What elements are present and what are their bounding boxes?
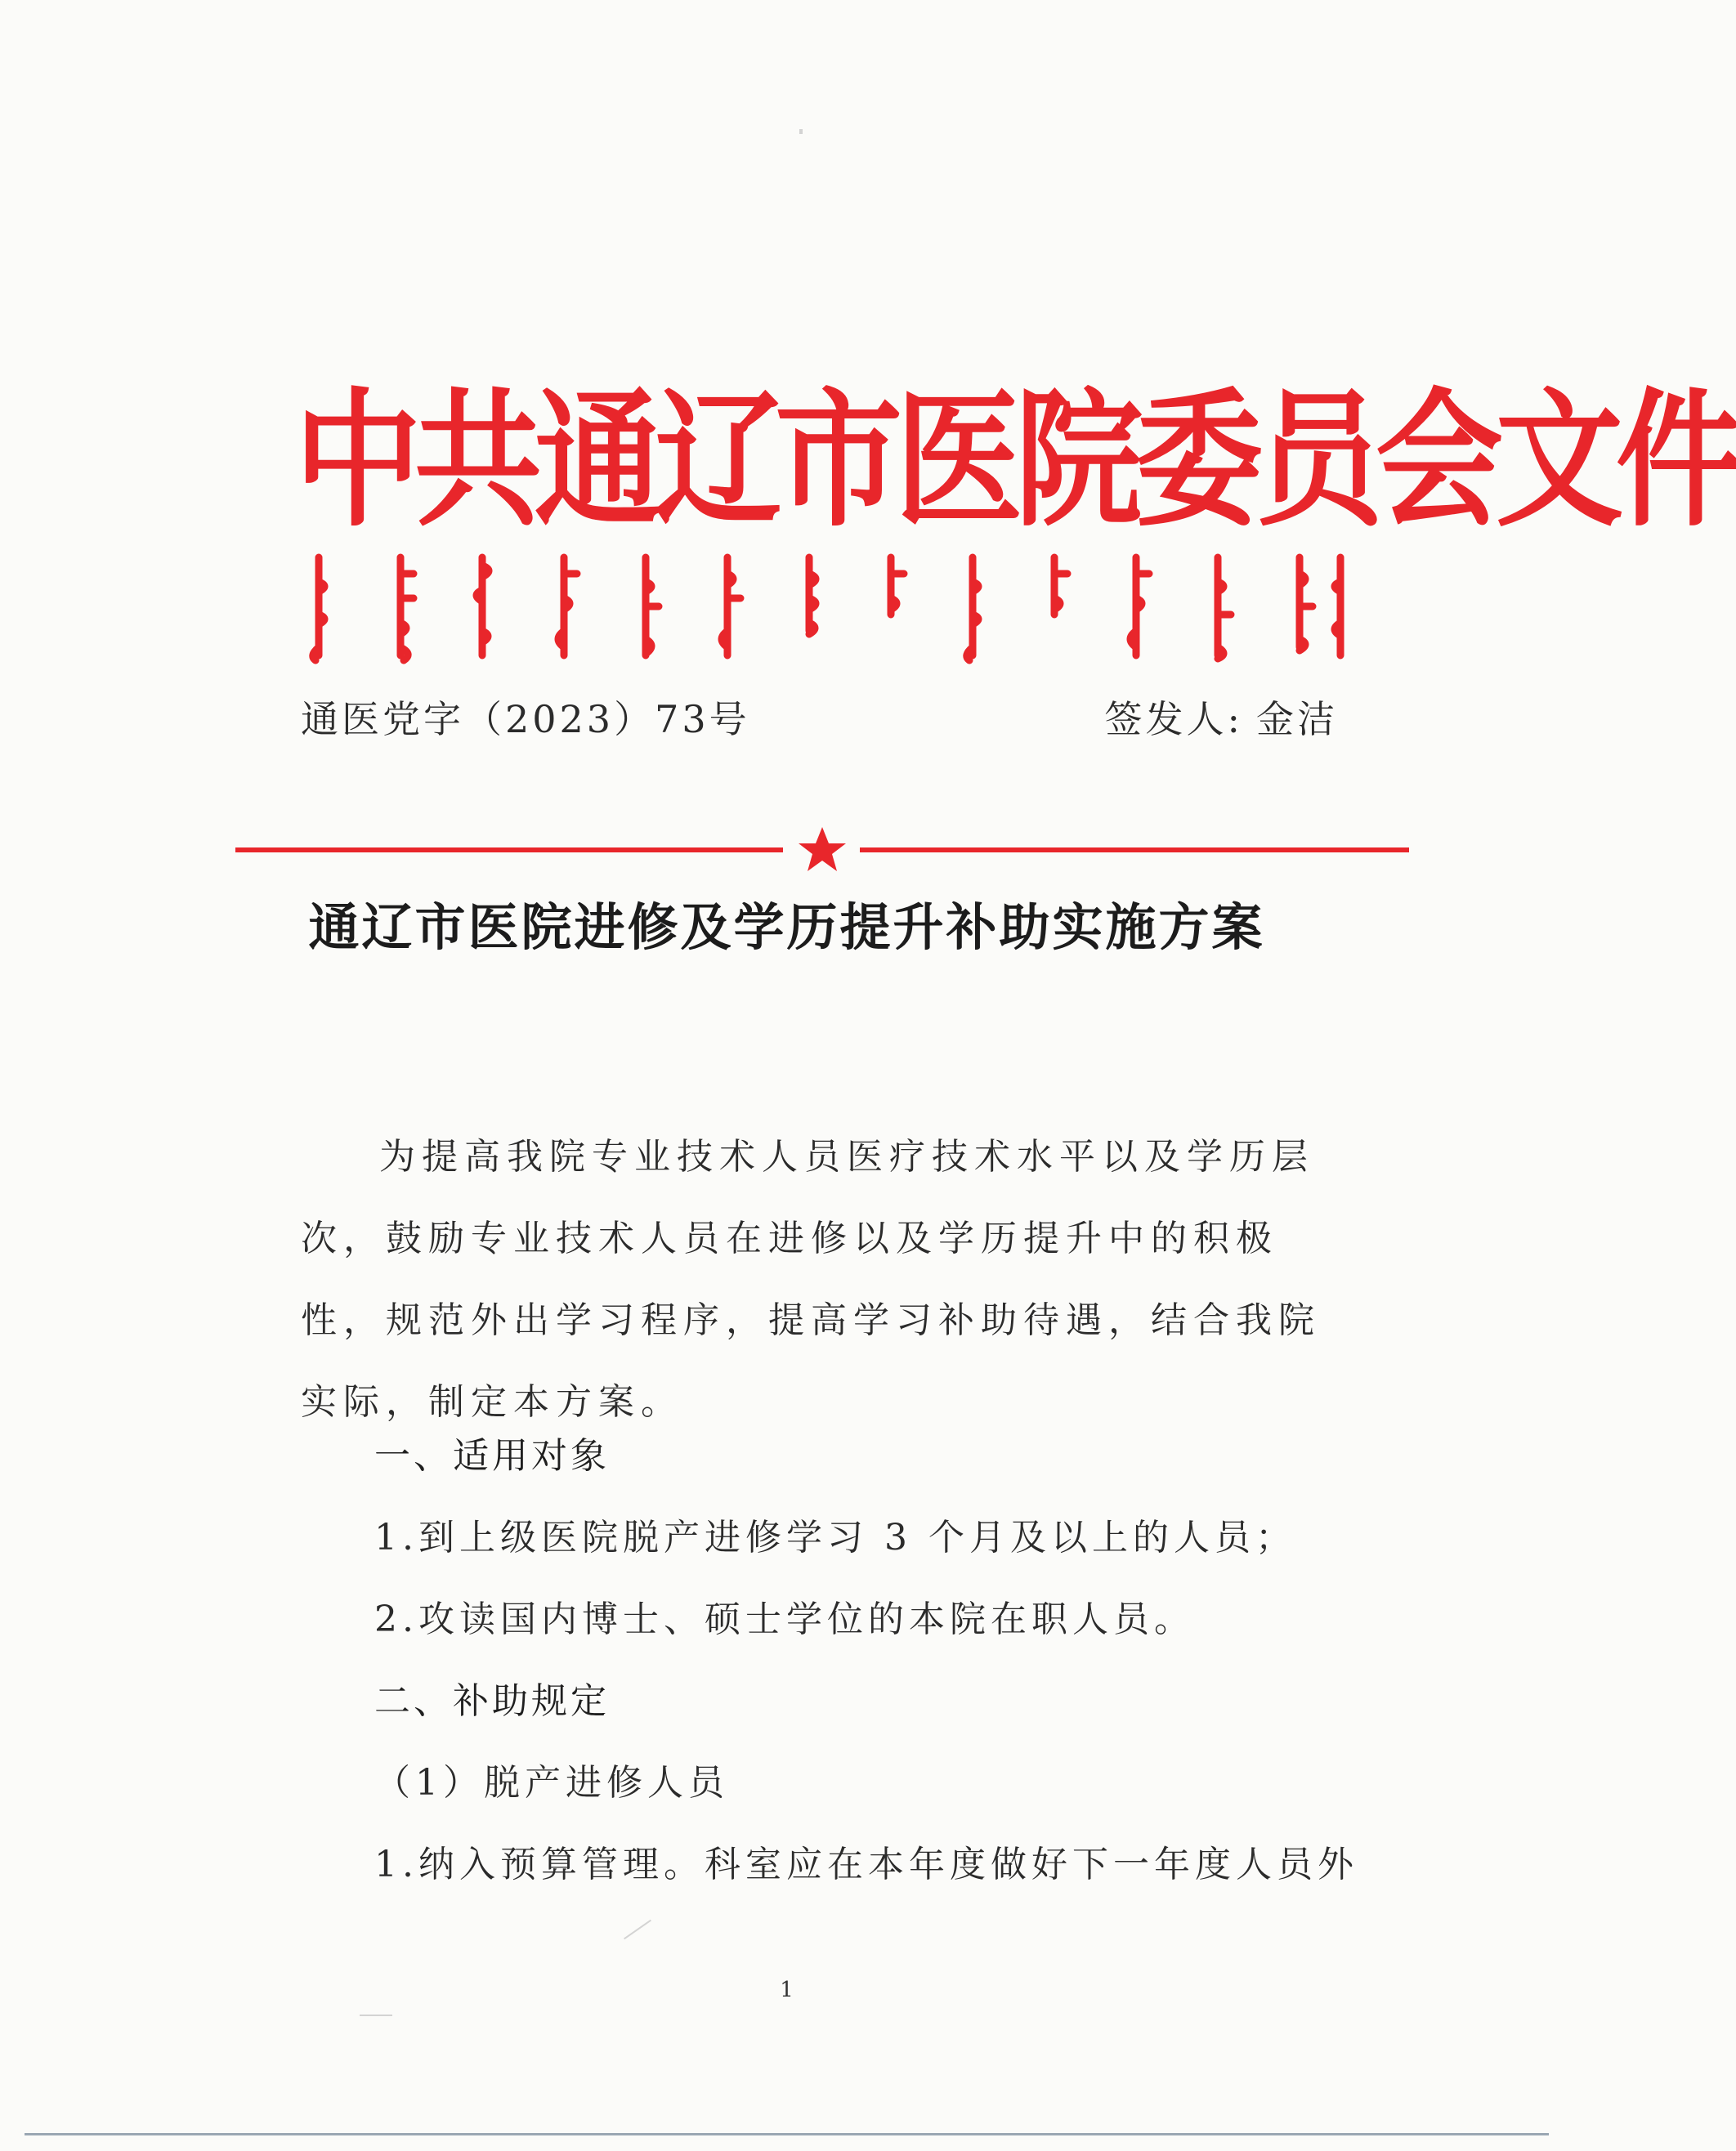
list-item: 1.纳入预算管理。科室应在本年度做好下一年度人员外	[374, 1844, 1358, 1885]
scan-speck	[624, 1920, 651, 1940]
scan-speck	[360, 2015, 392, 2016]
issuer	[1105, 695, 1339, 744]
divider-right-line	[860, 847, 1409, 852]
bottom-edge-line	[25, 2133, 1549, 2135]
star-icon	[799, 827, 846, 871]
list-item: 1.到上级医院脱产进修学习 3 个月及以上的人员；	[374, 1517, 1296, 1558]
list-item: 2.攻读国内博士、硕士学位的本院在职人员。	[374, 1599, 1195, 1640]
intro-paragraph: 为提高我院专业技术人员医疗技术水平以及学历层次，鼓励专业技术人员在进修以及学历提升中的积极性，规范外出学习程序，提高学习补助待遇，结合我院实际，制定本方案。	[301, 1136, 1321, 1423]
section-heading-1: 一、适用对象	[374, 1435, 610, 1477]
subsection-heading: （1）脱产进修人员	[374, 1762, 729, 1804]
issuer-label: 签发人:	[1104, 697, 1243, 741]
document-number: 通医党字（2023）73号	[301, 697, 750, 741]
mongolian-script-line	[302, 549, 1357, 664]
section-heading-2: 二、补助规定	[374, 1680, 610, 1722]
scan-speck	[799, 129, 803, 134]
page-number: 1	[780, 1978, 794, 2002]
red-divider	[235, 825, 1409, 874]
document-title: 通辽市医院进修及学历提升补助实施方案	[308, 897, 1265, 957]
red-header-title: 中共通辽市医院委员会文件	[294, 373, 1736, 547]
divider-left-line	[235, 847, 783, 852]
issuer-name: 金洁	[1256, 697, 1338, 741]
